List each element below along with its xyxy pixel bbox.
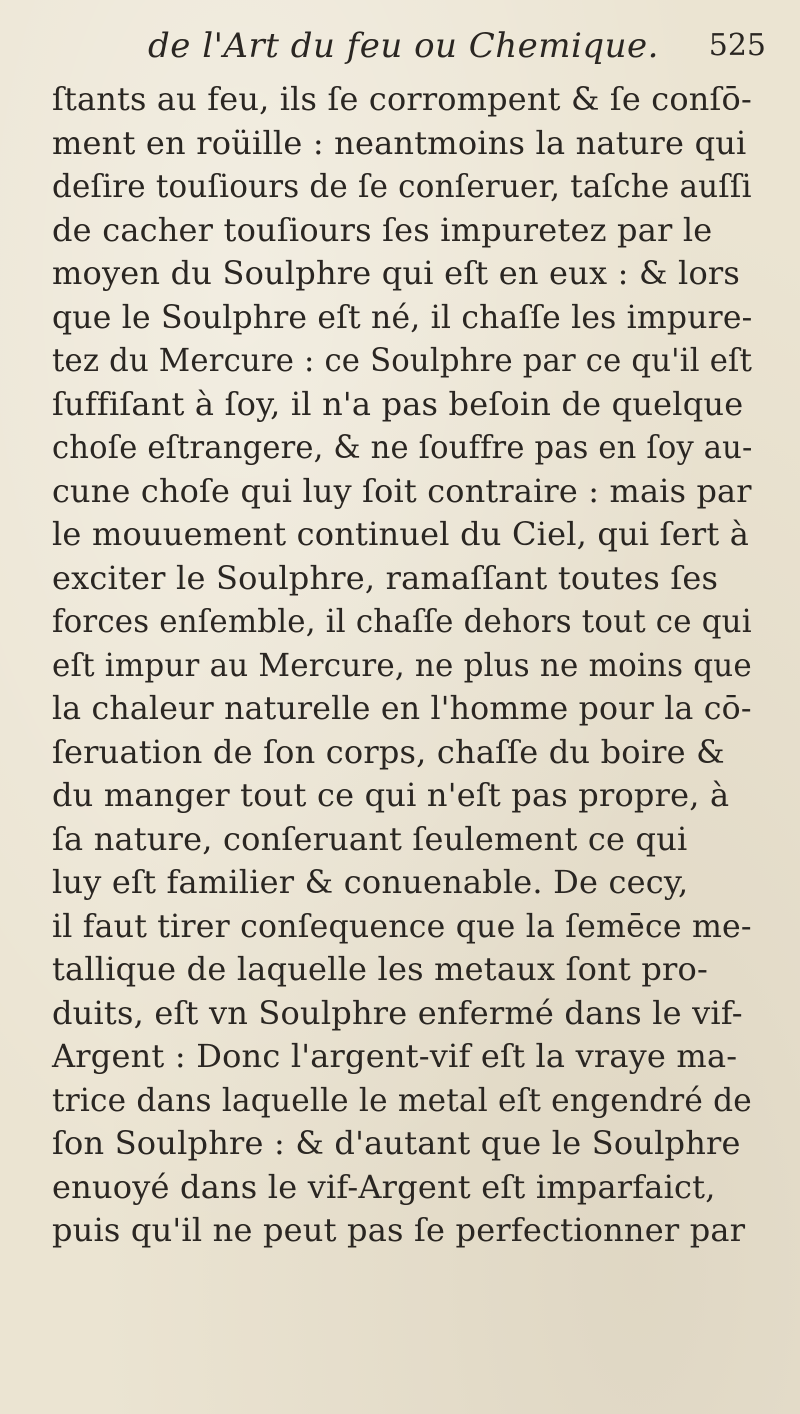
- text-line: trice dans laquelle le metal eſt engendré de: [52, 1080, 752, 1119]
- text-line: enuoyé dans le vif-Argent eſt imparfaict,: [52, 1167, 716, 1206]
- text-line: exciter le Soulphre, ramaſſant toutes ſes: [52, 558, 719, 597]
- text-line: de cacher touſiours ſes impuretez par le: [52, 210, 713, 249]
- running-head: [140, 26, 780, 76]
- text-line: ſtants au feu, ils ſe corrompent & ſe conſō-: [52, 80, 752, 118]
- running-title: de l'Art du feu ou Chemique.: [148, 26, 659, 66]
- text-line: du manger tout ce qui n'eſt pas propre, à: [52, 776, 730, 814]
- text-line: duits, eſt vn Soulphre enfermé dans le vif-: [52, 993, 743, 1032]
- text-line: tallique de laquelle les metaux ſont pro-: [52, 950, 708, 988]
- text-line: forces enſemble, il chaſſe dehors tout ce qui: [52, 602, 752, 640]
- text-line: puis qu'il ne peut pas ſe perfectionner par: [52, 1211, 746, 1249]
- text-line: luy eſt familier & conuenable. De cecy,: [52, 863, 689, 901]
- text-line: ment en roüille : neantmoins la nature qui: [52, 123, 747, 162]
- text-line: moyen du Soulphre qui eſt en eux : & lors: [52, 254, 741, 292]
- text-line: il faut tirer conſequence que la ſemēce me-: [52, 906, 752, 945]
- text-line: ſa nature, conſeruant ſeulement ce qui: [52, 819, 688, 858]
- text-line: que le Soulphre eſt né, il chaſſe les impure-: [52, 297, 753, 336]
- text-line: ſon Soulphre : & d'autant que le Soulphre: [52, 1124, 741, 1162]
- body-text: [52, 78, 752, 1259]
- text-line: la chaleur naturelle en l'homme pour la cō-: [52, 689, 752, 727]
- text-line: choſe eſtrangere, & ne ſouffre pas en ſoy au-: [52, 428, 753, 466]
- text-line: ſeruation de ſon corps, chaſſe du boire &: [52, 732, 725, 771]
- text-line: cune choſe qui luy ſoit contraire : mais par: [52, 471, 752, 510]
- text-line: tez du Mercure : ce Soulphre par ce qu'il eſt: [52, 341, 753, 379]
- page-number: 525: [708, 28, 766, 63]
- text-line: ſuffiſant à ſoy, il n'a pas beſoin de quelque: [52, 384, 744, 423]
- text-line: le mouuement continuel du Ciel, qui ſert à: [52, 515, 750, 553]
- text-line: eſt impur au Mercure, ne plus ne moins que: [52, 645, 752, 684]
- text-line: Argent : Donc l'argent-vif eſt la vraye ma-: [52, 1037, 738, 1075]
- text-line: deſire touſiours de ſe conſeruer, taſche auſſi: [52, 167, 752, 205]
